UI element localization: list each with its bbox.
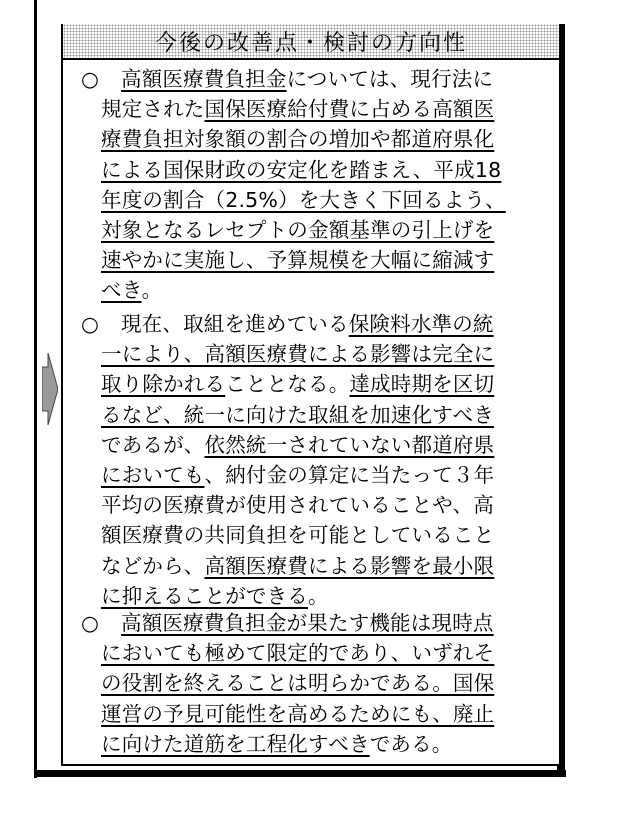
text-segment: こととなる。 — [225, 372, 350, 397]
underlined-text: に抑えることができる — [101, 583, 308, 608]
underlined-text: 高額医療費による影響を最小限 — [204, 553, 495, 578]
text-segment: などから、 — [101, 553, 205, 578]
underlined-text: 療費負担 — [101, 127, 184, 152]
underlined-text: 取り除かれる — [101, 372, 226, 397]
text-line — [81, 215, 541, 245]
bottom-rule — [34, 770, 566, 777]
bullet-item-3 — [81, 608, 541, 759]
underlined-text: 一により、高額医療費による影響は完全に — [101, 342, 495, 367]
text-line — [81, 400, 541, 430]
underlined-text: による国保財政の安定化を踏まえ、平成18 — [101, 157, 502, 182]
bullet-item-1 — [81, 64, 541, 306]
text-line — [81, 245, 541, 275]
text-segment: については、現行法に — [286, 67, 494, 91]
panel-header — [63, 24, 559, 60]
text-segment: である。 — [369, 731, 453, 756]
underlined-text: 保険料水準の統 — [348, 312, 494, 336]
bullet-mark: ○ — [81, 67, 100, 91]
underlined-text: 運営の予見可能性を高めるためにも、廃止 — [101, 701, 495, 726]
text-segment: であるが、 — [101, 432, 205, 457]
text-line — [81, 309, 541, 339]
text-segment: 規定された — [101, 97, 205, 122]
underlined-text: るなど、統一に向けた取組を加速化すべき — [101, 402, 494, 427]
underlined-text: べき — [101, 278, 142, 303]
text-line — [81, 490, 541, 520]
text-line — [81, 275, 541, 305]
text-line — [81, 64, 541, 94]
text-line — [81, 185, 541, 215]
text-line — [81, 551, 541, 581]
text-segment: 、納付金の算定に当たって３年 — [204, 462, 495, 487]
underlined-text: の役割を終えることは明らかである。国保 — [101, 671, 495, 696]
text-line — [81, 94, 541, 124]
bullet-item-2 — [81, 309, 541, 611]
underlined-text: 達成時期を区切 — [349, 372, 495, 397]
underlined-text: 高額医療費負担金 — [121, 67, 287, 91]
left-vertical-rule — [34, 0, 37, 778]
underlined-text: が果たす機能は現時点 — [286, 611, 494, 635]
text-line — [81, 729, 541, 759]
bullet-mark: ○ — [81, 611, 100, 635]
text-segment: 。 — [308, 583, 329, 608]
text-line — [81, 430, 541, 460]
underlined-text: においても極めて限定的であり、いずれそ — [101, 641, 495, 666]
text-line — [81, 668, 541, 698]
text-segment: 。 — [141, 278, 163, 303]
direction-panel — [61, 24, 561, 766]
text-line — [81, 369, 541, 399]
text-line — [81, 124, 541, 154]
text-line — [81, 581, 541, 611]
underlined-text: 速やかに実施し、予算規模を大幅に縮減す — [101, 248, 495, 273]
text-line — [81, 520, 541, 550]
text-segment: 額医療費の共同負担を可能としていること — [101, 523, 495, 548]
text-line — [81, 608, 541, 638]
underlined-text: 国保医療給付費に占める高額医 — [204, 97, 495, 122]
text-line — [81, 155, 541, 185]
underlined-text: に向けた道筋を工程化すべき — [101, 731, 370, 756]
underlined-text: 高額医療費負担金 — [121, 611, 287, 635]
text-line — [81, 460, 541, 490]
underlined-text: 対象となるレセプトの金額基準の引上げを — [101, 217, 495, 242]
panel-title: 今後の改善点・検討の方向性 — [154, 30, 467, 56]
text-line — [81, 339, 541, 369]
underlined-text: 対象額の割合の増加や都道府県化 — [183, 127, 495, 152]
text-line — [81, 638, 541, 668]
right-arrow-icon — [42, 353, 58, 425]
underlined-text: 年度の割合（2.5%）を大きく下回るよう、 — [101, 187, 506, 212]
text-segment: 平均の医療費が使用されていることや、高 — [101, 493, 494, 518]
underlined-text: 依然統一されていない都道府県 — [204, 432, 495, 457]
underlined-text: においても — [101, 462, 205, 487]
bullet-mark: ○ — [81, 312, 100, 336]
text-segment: 現在、取組を進めている — [121, 312, 349, 336]
text-line — [81, 699, 541, 729]
